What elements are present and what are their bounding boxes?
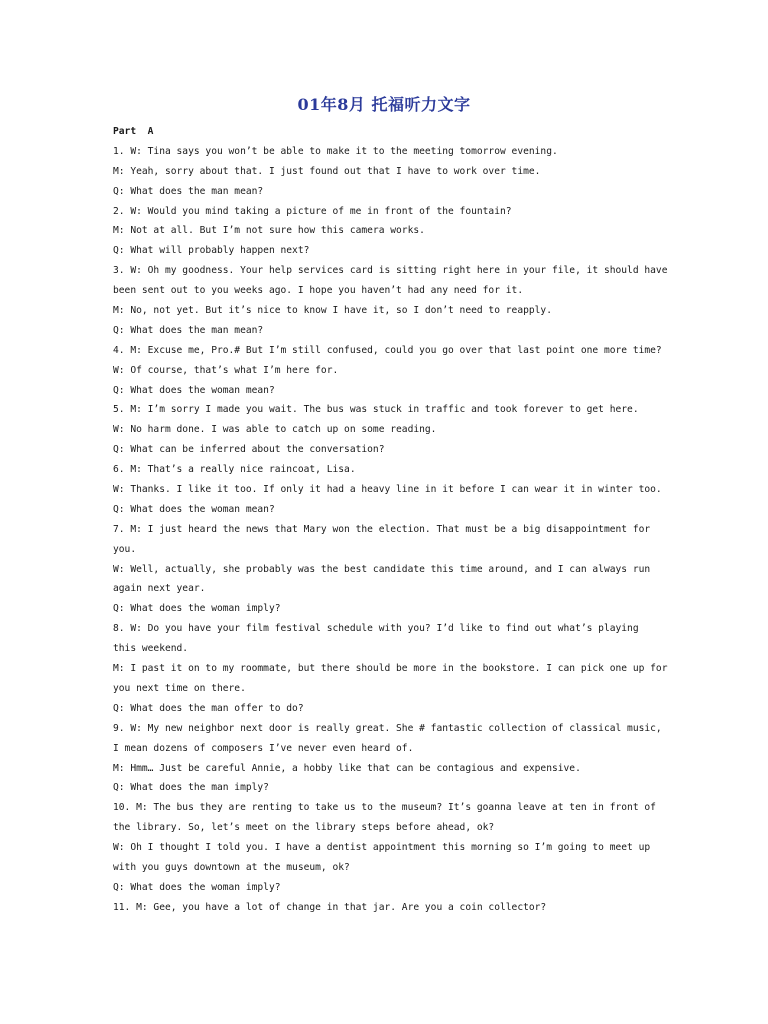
transcript-line: 7. M: I just heard the news that Mary won the election. That must be a big disappointment for xyxy=(113,523,651,535)
transcript-line: Q: What does the man mean? xyxy=(113,324,264,336)
transcript-lines xyxy=(113,142,673,918)
transcript-line: Q: What will probably happen next? xyxy=(113,245,310,257)
transcript-line: M: I past it on to my roommate, but there should be more in the bookstore. I can pick one up for xyxy=(113,663,668,675)
transcript-line: you next time on there. xyxy=(113,682,246,694)
transcript-line: 1. W: Tina says you won’t be able to make it to the meeting tomorrow evening. xyxy=(113,145,558,157)
transcript-line: Q: What can be inferred about the conversation? xyxy=(113,444,385,456)
transcript-line: 8. W: Do you have your film festival schedule with you? I’d like to find out what’s playing xyxy=(113,623,639,635)
transcript-body xyxy=(113,122,673,918)
transcript-line: 11. M: Gee, you have a lot of change in that jar. Are you a coin collector? xyxy=(113,901,547,913)
transcript-line: Q: What does the man imply? xyxy=(113,782,269,794)
transcript-line: Q: What does the man offer to do? xyxy=(113,702,304,714)
transcript-line: W: Of course, that’s what I’m here for. xyxy=(113,364,339,376)
transcript-line: 10. M: The bus they are renting to take us to the museum? It’s goanna leave at ten in front of xyxy=(113,802,656,814)
transcript-line: Q: What does the woman mean? xyxy=(113,503,275,515)
transcript-line: again next year. xyxy=(113,583,206,595)
transcript-line: Q: What does the man mean? xyxy=(113,185,264,197)
transcript-line: this weekend. xyxy=(113,643,189,655)
transcript-line: W: Well, actually, she probably was the best candidate this time around, and I can always run xyxy=(113,563,651,575)
transcript-line: Q: What does the woman mean? xyxy=(113,384,275,396)
transcript-line: 9. W: My new neighbor next door is really great. She # fantastic collection of classical music, xyxy=(113,722,662,734)
transcript-line: 3. W: Oh my goodness. Your help services card is sitting right here in your file, it should have xyxy=(113,265,668,277)
transcript-line: M: Not at all. But I’m not sure how this camera works. xyxy=(113,225,425,237)
transcript-line: Q: What does the woman imply? xyxy=(113,603,281,615)
transcript-line: the library. So, let’s meet on the library steps before ahead, ok? xyxy=(113,822,495,834)
transcript-line: M: Yeah, sorry about that. I just found out that I have to work over time. xyxy=(113,165,541,177)
transcript-line: Q: What does the woman imply? xyxy=(113,881,281,893)
transcript-line: been sent out to you weeks ago. I hope you haven’t had any need for it. xyxy=(113,285,524,297)
transcript-line: 6. M: That’s a really nice raincoat, Lisa. xyxy=(113,464,356,476)
page-title: 01年8月 托福听力文字 xyxy=(297,95,471,114)
transcript-line: M: No, not yet. But it’s nice to know I have it, so I don’t need to reapply. xyxy=(113,305,552,317)
transcript-line: 2. W: Would you mind taking a picture of me in front of the fountain? xyxy=(113,205,512,217)
transcript-line: 4. M: Excuse me, Pro.# But I’m still confused, could you go over that last point one more time? xyxy=(113,344,662,356)
transcript-line: W: Thanks. I like it too. If only it had a heavy line in it before I can wear it in winter too. xyxy=(113,484,662,496)
transcript-line: I mean dozens of composers I’ve never even heard of. xyxy=(113,742,414,754)
transcript-line: W: No harm done. I was able to catch up on some reading. xyxy=(113,424,437,436)
part-label: Part A xyxy=(113,126,154,137)
transcript-line: W: Oh I thought I told you. I have a dentist appointment this morning so I’m going to meet up xyxy=(113,842,651,854)
transcript-line: 5. M: I’m sorry I made you wait. The bus was stuck in traffic and took forever to get here. xyxy=(113,404,639,416)
transcript-line: M: Hmm… Just be careful Annie, a hobby like that can be contagious and expensive. xyxy=(113,762,581,774)
transcript-line: with you guys downtown at the museum, ok? xyxy=(113,861,350,873)
transcript-line: you. xyxy=(113,543,137,555)
